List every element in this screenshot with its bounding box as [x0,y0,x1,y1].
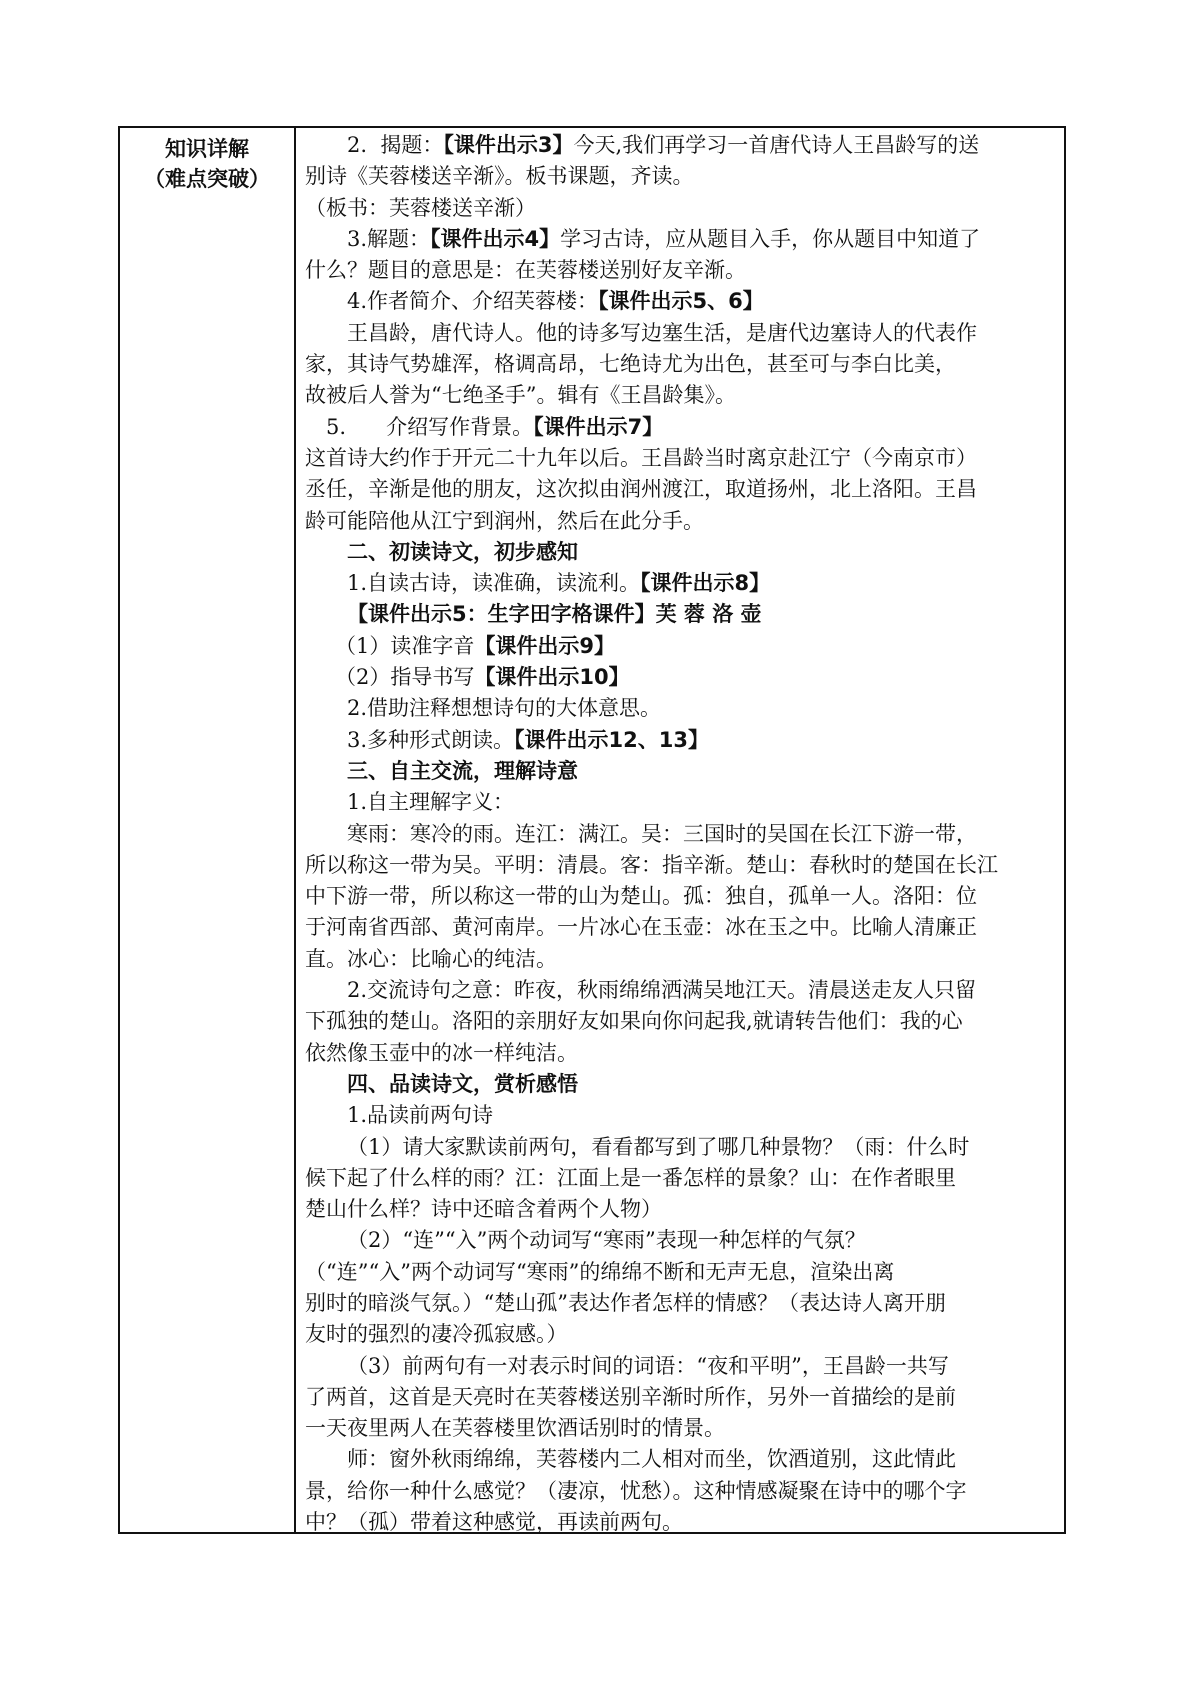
line-text: （2）指导书写 [335,665,475,690]
line-text: 什么？题目的意思是：在芙蓉楼送别好友辛渐。 [305,258,746,283]
content-line [305,380,1059,411]
content-line [305,443,1059,474]
content-line [305,412,1059,443]
section-label [120,134,294,194]
line-text: 候下起了什么样的雨？江：江面上是一番怎样的景象？山：在作者眼里 [305,1165,956,1190]
line-text: 下孤独的楚山。洛阳的亲朋好友如果向你问起我,就请转告他们：我的心 [305,1009,963,1034]
courseware-tag: 【课件出示12、13】 [514,727,709,752]
content-line [305,286,1059,317]
content-line [305,1507,1059,1538]
line-text: 故被后人誉为“七绝圣手”。辑有《王昌龄集》。 [305,383,736,408]
line-text: 三、自主交流，理解诗意 [347,758,578,783]
content-line [305,1444,1059,1475]
line-text: 这首诗大约作于开元二十九年以后。王昌龄当时离京赴江宁（今南京市） [305,445,977,470]
content-line [305,1006,1059,1037]
line-text: 中？（孤）带着这种感觉，再读前两句。 [305,1510,683,1535]
line-text: 楚山什么样？诗中还暗含着两个人物） [305,1197,662,1222]
line-text: 别诗《芙蓉楼送辛渐》。板书课题，齐读。 [305,164,694,189]
line-text: 2.借助注释想想诗句的大体意思。 [347,696,662,721]
content-line [305,662,1059,693]
column-divider [294,128,296,1532]
lesson-table [118,126,1066,1534]
content-line [305,474,1059,505]
content-line [305,599,1059,630]
courseware-tag: 【课件出示10】 [474,665,630,690]
content-line [305,1319,1059,1350]
content-line [305,224,1059,255]
content-line [305,161,1059,192]
content-line [305,537,1059,568]
content-line [305,193,1059,224]
line-text: 寒雨：寒冷的雨。连江：满江。吴：三国时的吴国在长江下游一带， [347,821,977,846]
content-line [305,1257,1059,1288]
line-text: （3）前两句有一对表示时间的词语：“夜和平明”，王昌龄一共写 [347,1353,949,1378]
content-line [305,130,1059,161]
line-text-rest: 今天,我们再学习一首唐代诗人王昌龄写的送 [573,133,980,157]
line-text: 中下游一带，所以称这一带的山为楚山。孤：独自，孤单一人。洛阳：位 [305,884,977,909]
line-text: 友时的强烈的凄冷孤寂感。） [305,1322,568,1347]
line-text: （“连”“入”两个动词写“寒雨”的绵绵不断和无声无息，渲染出离 [305,1259,895,1284]
line-text: 所以称这一带为吴。平明：清晨。客：指辛渐。楚山：春秋时的楚国在长江 [305,852,998,877]
content-line [305,693,1059,724]
line-text: 龄可能陪他从江宁到润州，然后在此分手。 [305,508,704,533]
line-text: 王昌龄，唐代诗人。他的诗多写边塞生活，是唐代边塞诗人的代表作 [347,320,977,345]
line-text: 2. 揭题： [347,133,444,157]
content-line [305,1132,1059,1163]
courseware-tag: 【课件出示5、6】 [598,289,764,314]
courseware-tag: 【课件出示4】 [430,226,561,251]
line-text: 1.自读古诗，读准确，读流利。 [347,571,641,596]
content-line [305,318,1059,349]
courseware-tag: 【课件出示9】 [474,633,615,658]
content-line [305,1351,1059,1382]
content-line [305,1069,1059,1100]
content-line [305,787,1059,818]
content-line [305,912,1059,943]
content-line [305,1225,1059,1256]
content-line [305,506,1059,537]
section-label-line1: 知识详解 [165,137,249,161]
line-text: 景，给你一种什么感觉？（凄凉，忧愁）。这种情感凝聚在诗中的哪个字 [305,1478,967,1503]
line-text: 4.作者简介、介绍芙蓉楼： [347,289,599,314]
line-text: 直。冰心：比喻心的纯洁。 [305,946,557,971]
content-line [305,881,1059,912]
content-line [305,1100,1059,1131]
line-text: 5. 介绍写作背景。 [326,414,534,439]
line-text: （1）读准字音 [335,633,475,658]
line-text: 二、初读诗文，初步感知 [347,539,578,564]
line-text: 3.多种形式朗读。 [347,727,515,752]
content-line [305,819,1059,850]
content-line [305,1288,1059,1319]
line-text: 别时的暗淡气氛。）“楚山孤”表达作者怎样的情感？（表达诗人离开朋 [305,1290,946,1315]
line-text: 了两首，这首是天亮时在芙蓉楼送别辛渐时所作，另外一首描绘的是前 [305,1384,956,1409]
line-text: 于河南省西部、黄河南岸。一片冰心在玉壶：冰在玉之中。比喻人清廉正 [305,915,977,940]
line-text: 1.自主理解字义： [347,790,515,815]
line-text: 家，其诗气势雄浑，格调高昂，七绝诗尤为出色，甚至可与李白比美， [305,352,956,377]
line-text-rest: 学习古诗，应从题目入手，你从题目中知道了 [560,226,981,251]
line-text: 丞任，辛渐是他的朋友，这次拟由润州渡江，取道扬州，北上洛阳。王昌 [305,477,977,502]
line-text: （2）“连”“入”两个动词写“寒雨”表现一种怎样的气氛？ [347,1228,866,1253]
content-line [305,568,1059,599]
content-line [305,1038,1059,1069]
section-label-line2: （难点突破） [144,167,270,191]
courseware-tag: 【课件出示8】 [640,571,771,596]
line-text: 依然像玉壶中的冰一样纯洁。 [305,1040,578,1065]
content-line [305,1163,1059,1194]
content-line [305,1476,1059,1507]
content-line [305,255,1059,286]
content-line [305,756,1059,787]
line-text: 3.解题： [347,226,431,251]
content-line [305,850,1059,881]
content-line [305,975,1059,1006]
content-line [305,1382,1059,1413]
line-text: （1）请大家默读前两句，看看都写到了哪几种景物？（雨：什么时 [347,1134,970,1159]
content-line [305,631,1059,662]
content-line [305,349,1059,380]
line-text: （板书：芙蓉楼送辛渐） [305,195,536,220]
courseware-tag: 【课件出示7】 [533,414,664,439]
content-line [305,1413,1059,1444]
line-text: 四、品读诗文，赏析感悟 [347,1071,578,1096]
line-text: 2.交流诗句之意：昨夜，秋雨绵绵洒满吴地江天。清晨送走友人只留 [347,978,977,1003]
lesson-content [305,130,1059,1538]
content-line [305,944,1059,975]
line-text: 一天夜里两人在芙蓉楼里饮酒话别时的情景。 [305,1416,725,1441]
line-text: 1.品读前两句诗 [347,1103,494,1128]
content-line [305,725,1059,756]
courseware-tag: 【课件出示3】 [443,133,574,157]
line-text: 【课件出示5：生字田字格课件】芙 蓉 洛 壶 [347,602,762,627]
content-line [305,1194,1059,1225]
line-text: 师：窗外秋雨绵绵，芙蓉楼内二人相对而坐，饮酒道别，这此情此 [347,1447,956,1472]
